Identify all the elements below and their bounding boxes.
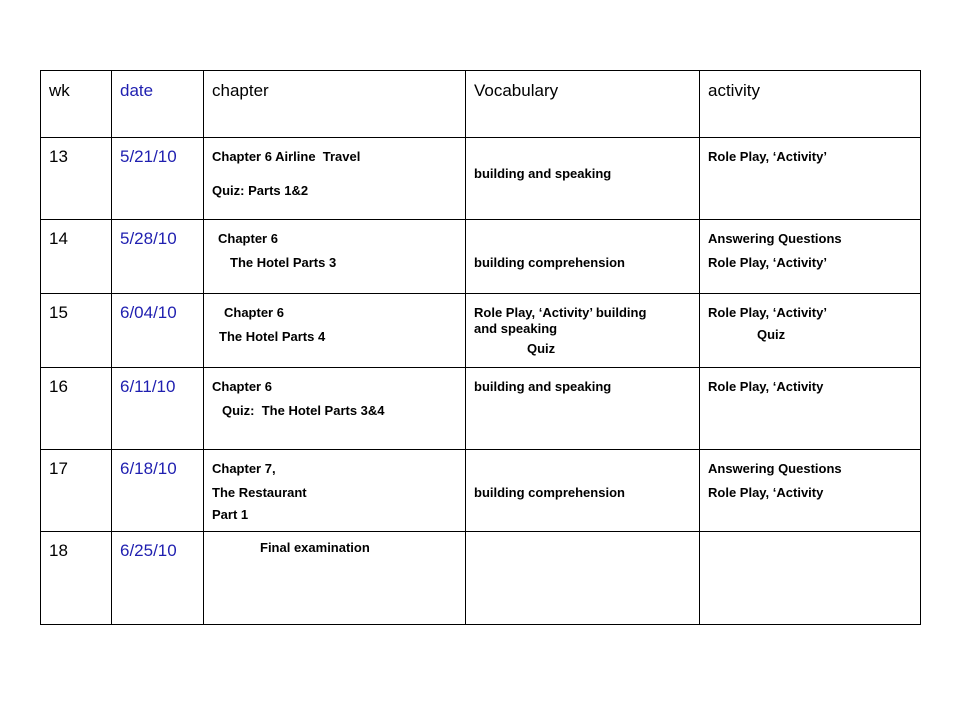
row-date: 6/11/10 (120, 377, 176, 396)
vocabulary-line: building and speaking (474, 166, 612, 181)
vocabulary-line: building comprehension (474, 255, 625, 270)
header-cell-chapter (204, 71, 466, 138)
table-row (41, 368, 921, 450)
chapter-line: Quiz: The Hotel Parts 3&4 (222, 403, 385, 418)
activity-line: Quiz (757, 327, 786, 342)
row-date: 6/04/10 (120, 303, 177, 322)
vocabulary-cell (466, 220, 700, 294)
chapter-line: Chapter 6 Airline Travel (212, 149, 361, 164)
table-row (41, 294, 921, 368)
vocabulary-line: building comprehension (474, 485, 625, 500)
activity-line: Role Play, ‘Activity (708, 485, 824, 500)
chapter-line: The Hotel Parts 3 (230, 255, 337, 270)
chapter-line: Chapter 6 (218, 231, 278, 246)
activity-cell (700, 138, 921, 220)
chapter-line: Quiz: Parts 1&2 (212, 183, 309, 198)
table-row (41, 532, 921, 625)
vocabulary-cell (466, 138, 700, 220)
chapter-cell (204, 450, 466, 532)
vocabulary-cell (466, 368, 700, 450)
table-row (41, 220, 921, 294)
chapter-cell (204, 368, 466, 450)
table-row (41, 138, 921, 220)
activity-line: Role Play, ‘Activity’ (708, 305, 827, 320)
week-number: 13 (49, 147, 68, 166)
chapter-cell (204, 294, 466, 368)
vocabulary-line: building and speaking (474, 379, 612, 394)
vocabulary-line: Role Play, ‘Activity’ building (474, 305, 647, 320)
activity-line: Answering Questions (708, 231, 842, 246)
row-date: 5/21/10 (120, 147, 177, 166)
header-wk: wk (49, 81, 70, 100)
week-number: 14 (49, 229, 68, 248)
activity-cell (700, 532, 921, 625)
chapter-line: Chapter 7, (212, 461, 276, 476)
week-number: 15 (49, 303, 68, 322)
header-activity: activity (708, 81, 760, 100)
vocabulary-line: and speaking (474, 321, 558, 336)
week-number: 16 (49, 377, 68, 396)
chapter-cell (204, 138, 466, 220)
table-row (41, 450, 921, 532)
week-number: 18 (49, 541, 68, 560)
activity-cell (700, 294, 921, 368)
row-date: 5/28/10 (120, 229, 177, 248)
activity-line: Role Play, ‘Activity (708, 379, 824, 394)
schedule-table (40, 70, 921, 625)
header-row (41, 71, 921, 138)
activity-cell (700, 368, 921, 450)
week-number: 17 (49, 459, 68, 478)
row-date: 6/25/10 (120, 541, 177, 560)
header-cell-date (112, 71, 204, 138)
header-cell-vocabulary (466, 71, 700, 138)
header-vocabulary: Vocabulary (474, 81, 559, 100)
vocabulary-cell (466, 294, 700, 368)
chapter-line: Chapter 6 (224, 305, 284, 320)
chapter-line: The Restaurant (212, 485, 307, 500)
vocabulary-line: Quiz (527, 341, 556, 356)
header-cell-activity (700, 71, 921, 138)
row-date: 6/18/10 (120, 459, 177, 478)
chapter-line: Part 1 (212, 507, 249, 522)
activity-cell (700, 220, 921, 294)
activity-line: Role Play, ‘Activity’ (708, 149, 827, 164)
chapter-cell (204, 220, 466, 294)
chapter-line: The Hotel Parts 4 (219, 329, 326, 344)
activity-line: Answering Questions (708, 461, 842, 476)
vocabulary-cell (466, 532, 700, 625)
header-chapter: chapter (212, 81, 269, 100)
vocabulary-cell (466, 450, 700, 532)
chapter-line: Final examination (260, 540, 370, 555)
chapter-cell (204, 532, 466, 625)
activity-line: Role Play, ‘Activity’ (708, 255, 827, 270)
header-date: date (120, 81, 154, 100)
chapter-line: Chapter 6 (212, 379, 272, 394)
activity-cell (700, 450, 921, 532)
header-cell-wk (41, 71, 112, 138)
